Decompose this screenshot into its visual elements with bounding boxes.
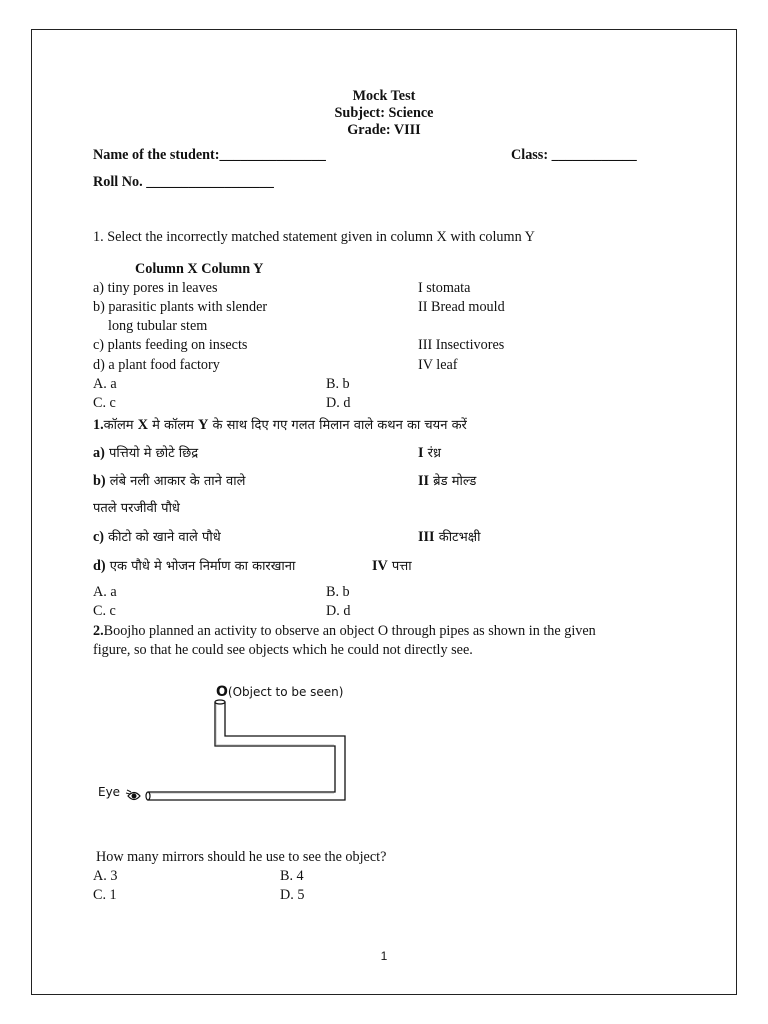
q1-row-d-y: IV leaf (418, 357, 458, 373)
figure-object-label (216, 685, 343, 699)
q1-hindi-row-c-y-label: III (418, 529, 435, 545)
q1-hindi-number: 1. (93, 417, 104, 433)
q1-row-b-x-cont: long tubular stem (108, 318, 208, 334)
q2-number: 2. (93, 623, 104, 639)
q1-hindi-row-a-label: a) (93, 445, 105, 461)
q1-hindi-row-b-y-label: II (418, 473, 430, 489)
q1-option-b: B. b (326, 376, 350, 392)
q1-option-a: A. a (93, 376, 117, 392)
q1-hindi-row-b-y (418, 474, 476, 488)
q1-hindi-row-d-y (372, 559, 412, 573)
q1-hindi-row-b-x (93, 474, 245, 488)
figure-object-caption: (Object to be seen) (227, 685, 344, 699)
q1-row-c-y: III Insectivores (418, 337, 505, 353)
q1-hindi-row-c-x (93, 530, 221, 544)
q1-hindi-text-2: मे कॉलम (147, 418, 199, 433)
subject-line: Subject: Science (334, 105, 434, 121)
q1-hindi-row-c-y-text: कीटभक्षी (434, 530, 481, 545)
q1-hindi-row-c-label: c) (93, 529, 105, 545)
q1-hindi-row-b-y-text: ब्रेड मोल्ड (429, 474, 477, 489)
q1-row-b-x: b) parasitic plants with slender (93, 299, 268, 315)
q1-hindi-row-d-y-label: IV (372, 558, 388, 574)
q2-line-2: figure, so that he could see objects which he could not directly see. (93, 642, 473, 658)
q1-hindi-row-a-y-text: रंध्र (423, 446, 441, 461)
q1-hindi-row-d-text: एक पौधे मे भोजन निर्माण का कारखाना (105, 559, 296, 574)
q1-column-header: Column X Column Y (135, 261, 264, 277)
q2-question: How many mirrors should he use to see the object? (96, 849, 387, 865)
figure-eye-label: Eye (98, 785, 121, 799)
q1-row-a-y: I stomata (418, 280, 471, 296)
q1-hindi-row-a-y-label: I (418, 445, 424, 461)
q1-hindi-text-3: के साथ दिए गए गलत मिलान वाले कथन का चयन करें (208, 418, 467, 433)
roll-number-field: Roll No. __________________ (93, 174, 274, 190)
q1-hindi-row-c-text: कीटो को खाने वाले पौधे (104, 530, 221, 545)
q2-option-d: D. 5 (280, 887, 305, 903)
class-field: Class: ____________ (511, 147, 637, 163)
q1-hindi-y: Y (198, 417, 209, 433)
q1-hindi-row-d-y-text: पत्ता (387, 559, 412, 574)
q1-row-c-x: c) plants feeding on insects (93, 337, 248, 353)
q1-hindi-row-a-text: पत्तियो मे छोटे छिद्र (104, 446, 199, 461)
q2-option-b: B. 4 (280, 868, 304, 884)
q2-option-c: C. 1 (93, 887, 117, 903)
q1-option-c: C. c (93, 395, 116, 411)
grade-line: Grade: VIII (347, 122, 421, 138)
q1-hindi-row-a-y (418, 446, 441, 460)
q1-row-a-x: a) tiny pores in leaves (93, 280, 218, 296)
q1-hindi-row-c-y (418, 530, 480, 544)
q1-question: 1. Select the incorrectly matched statement given in column X with column Y (93, 229, 535, 245)
q1-row-b-y: II Bread mould (418, 299, 505, 315)
q1-row-d-x: d) a plant food factory (93, 357, 220, 373)
q2-option-a: A. 3 (93, 868, 118, 884)
q1-hindi-option-d: D. d (326, 603, 351, 619)
q1-hindi-x: X (137, 417, 148, 433)
test-title: Mock Test (352, 88, 416, 104)
q1-hindi-row-b-text: लंबे नली आकार के ताने वाले (105, 474, 246, 489)
q1-hindi-option-a: A. a (93, 584, 117, 600)
eye-icon (126, 790, 140, 800)
q1-hindi-option-b: B. b (326, 584, 350, 600)
q1-hindi-row-b-x-cont: पतले परजीवी पौधे (93, 501, 180, 516)
page-number: 1 (380, 949, 388, 963)
q1-option-d: D. d (326, 395, 351, 411)
q1-hindi-row-b-label: b) (93, 473, 106, 489)
q1-hindi-row-d-label: d) (93, 558, 106, 574)
q2-text-1: Boojho planned an activity to observe an object O through pipes as shown in the given (103, 623, 596, 639)
q1-hindi-question (93, 418, 467, 432)
q1-hindi-row-d-x (93, 559, 295, 573)
q1-hindi-row-a-x (93, 446, 198, 460)
figure-object-letter: O (216, 684, 228, 700)
q1-hindi-text-1: कॉलम (103, 418, 138, 433)
student-name-field: Name of the student:_______________ (93, 147, 326, 163)
q1-hindi-option-c: C. c (93, 603, 116, 619)
q2-line-1 (93, 624, 596, 638)
